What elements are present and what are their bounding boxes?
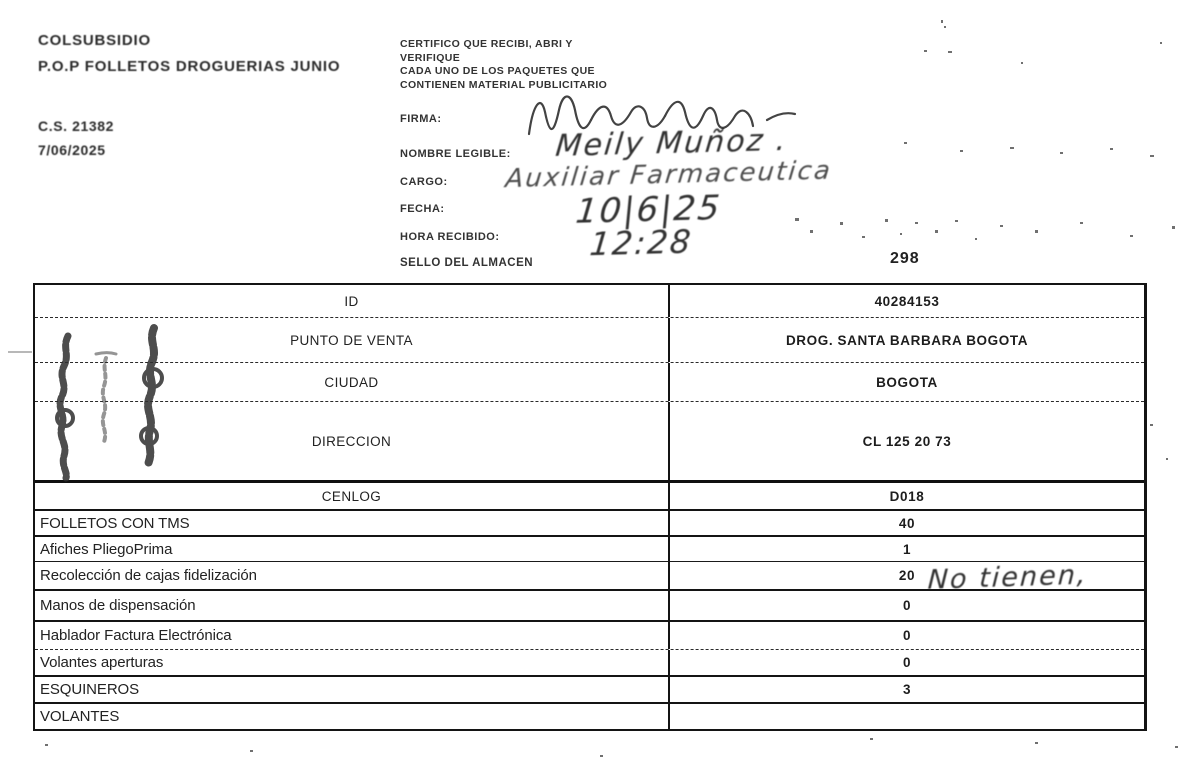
delivery-table bbox=[33, 283, 1147, 731]
row-value: DROG. SANTA BARBARA BOGOTA bbox=[785, 332, 1029, 348]
row-value: 0 bbox=[902, 655, 912, 670]
table-row bbox=[35, 362, 1144, 401]
hora-handwritten: 12:28 bbox=[588, 222, 695, 264]
campaign-title: P.O.P FOLLETOS DROGUERIAS JUNIO bbox=[38, 58, 341, 75]
row-label: Hablador Factura Electrónica bbox=[40, 627, 232, 644]
warehouse-stamp bbox=[38, 318, 188, 488]
note-handwritten: No tienen, bbox=[926, 559, 1089, 596]
row-value: 40284153 bbox=[874, 293, 940, 309]
table-row bbox=[35, 675, 1144, 702]
order-code: C.S. 21382 bbox=[38, 118, 115, 134]
table-row bbox=[35, 535, 1144, 561]
row-label: CENLOG bbox=[321, 488, 382, 504]
nombre-legible-label: NOMBRE LEGIBLE: bbox=[400, 148, 511, 160]
row-label: PUNTO DE VENTA bbox=[290, 332, 413, 348]
company-name: COLSUBSIDIO bbox=[38, 32, 151, 49]
sello-almacen-label: SELLO DEL ALMACEN bbox=[400, 257, 534, 269]
table-row bbox=[35, 649, 1144, 675]
row-label: CIUDAD bbox=[324, 374, 379, 390]
row-label: DIRECCION bbox=[311, 433, 392, 449]
row-value: 0 bbox=[902, 598, 912, 613]
certification-line: CERTIFICO QUE RECIBI, ABRI Y bbox=[400, 38, 573, 50]
table-row bbox=[35, 509, 1144, 535]
cargo-handwritten: Auxiliar Farmaceutica bbox=[504, 155, 834, 195]
row-value: 20 bbox=[898, 568, 916, 583]
table-row bbox=[35, 285, 1144, 317]
table-row bbox=[35, 702, 1144, 729]
row-value: 0 bbox=[902, 628, 912, 643]
row-value: D018 bbox=[889, 488, 925, 504]
table-row bbox=[35, 480, 1144, 509]
table-row bbox=[35, 401, 1144, 480]
row-value: CL 125 20 73 bbox=[862, 433, 952, 449]
row-label: Recolección de cajas fidelización bbox=[40, 567, 257, 584]
certification-line: CADA UNO DE LOS PAQUETES QUE bbox=[400, 65, 595, 77]
row-label: Volantes aperturas bbox=[40, 654, 164, 671]
row-label: ESQUINEROS bbox=[40, 681, 140, 698]
row-label: ID bbox=[344, 293, 359, 309]
certification-line: VERIFIQUE bbox=[400, 51, 461, 64]
hora-recibido-label: HORA RECIBIDO: bbox=[400, 231, 500, 243]
row-label: FOLLETOS CON TMS bbox=[40, 514, 190, 532]
row-value: BOGOTA bbox=[876, 374, 938, 390]
certification-line: CONTIENEN MATERIAL PUBLICITARIO bbox=[400, 78, 608, 91]
row-value: 3 bbox=[902, 682, 912, 697]
nombre-handwritten: Meily Muñoz . bbox=[553, 122, 790, 165]
row-label: VOLANTES bbox=[40, 708, 120, 725]
sequence-number: 298 bbox=[890, 250, 920, 267]
row-value: 40 bbox=[898, 515, 916, 531]
table-row bbox=[35, 317, 1144, 362]
cargo-label: CARGO: bbox=[400, 176, 448, 188]
order-date: 7/06/2025 bbox=[38, 142, 106, 158]
fecha-handwritten: 10|6|25 bbox=[573, 188, 724, 232]
row-value: 1 bbox=[902, 541, 912, 557]
fecha-label: FECHA: bbox=[400, 203, 445, 215]
certification-statement bbox=[400, 38, 680, 92]
row-label: Afiches PliegoPrima bbox=[40, 540, 173, 558]
firma-label: FIRMA: bbox=[400, 113, 442, 125]
row-label: Manos de dispensación bbox=[40, 597, 196, 614]
table-row bbox=[35, 620, 1144, 649]
